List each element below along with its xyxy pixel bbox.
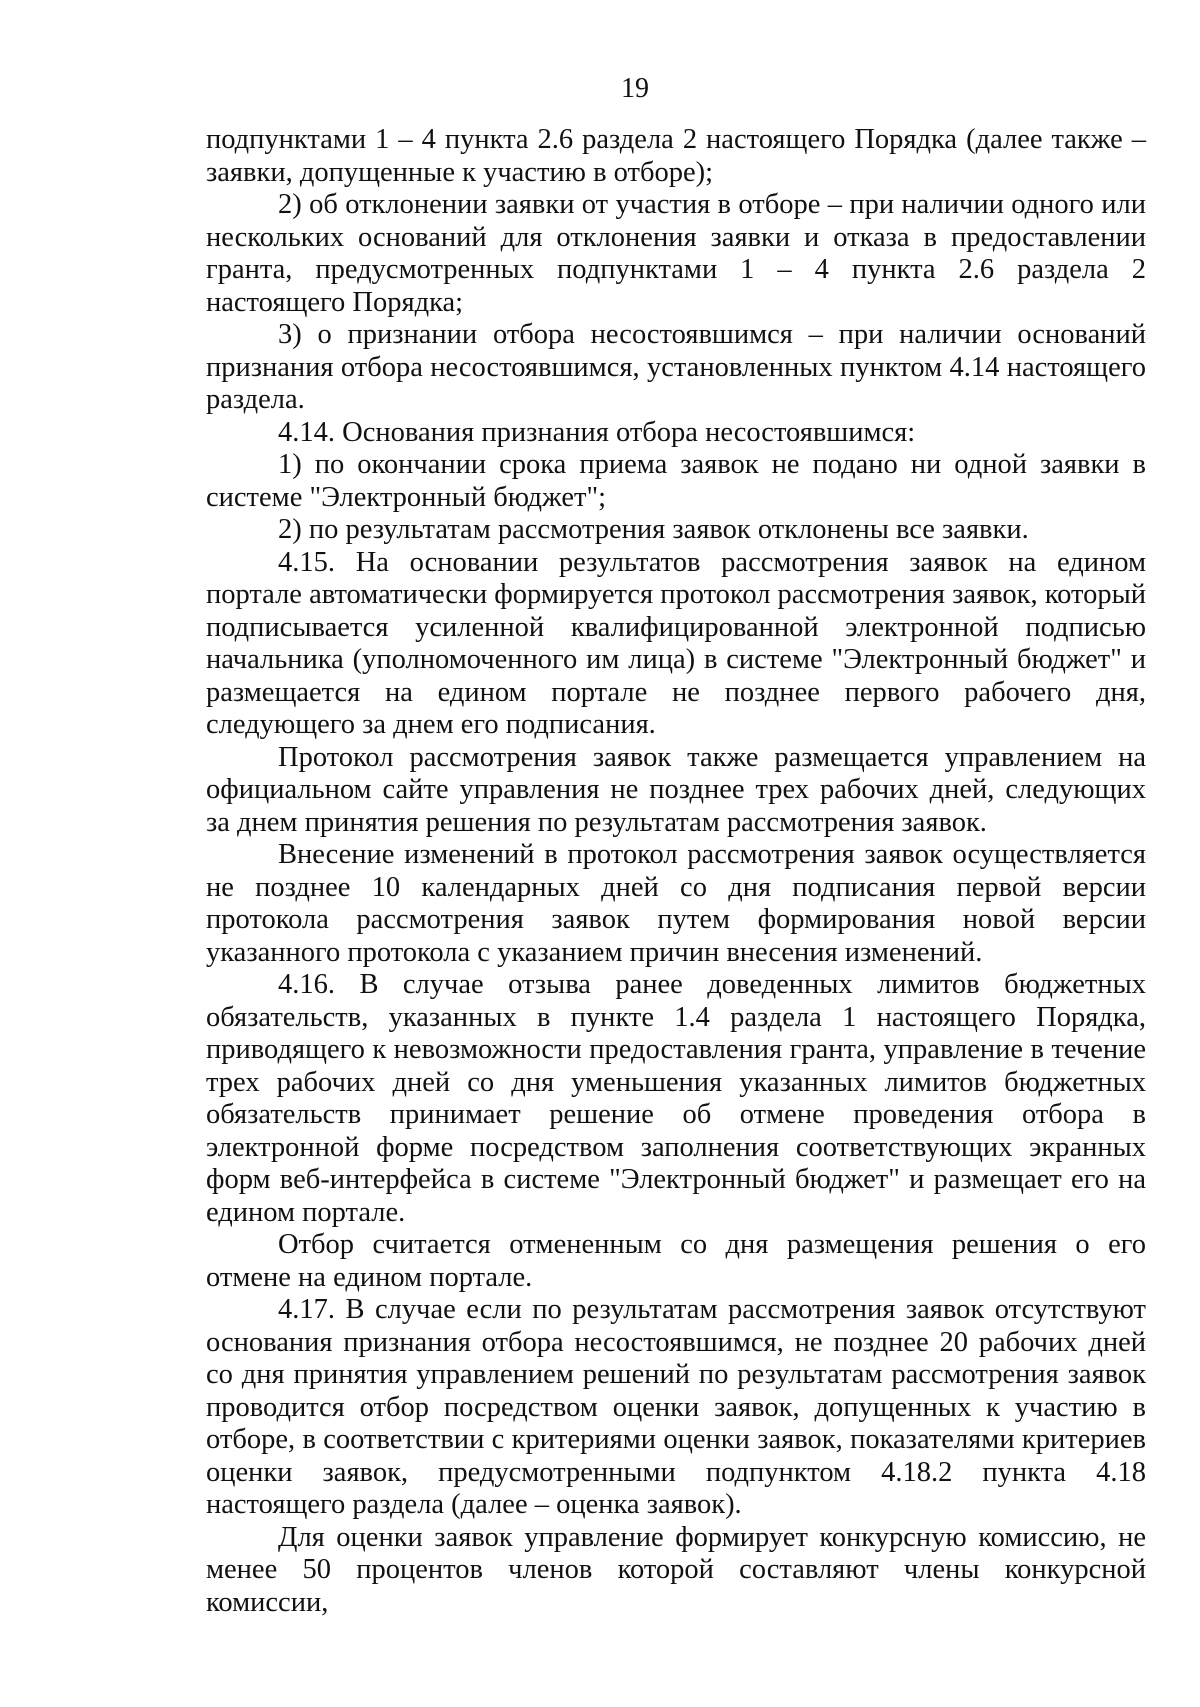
paragraph: Протокол рассмотрения заявок также размещается управлением на официальном сайте управления не позднее трех рабочих дней, следующих за днем принятия решения по результатам рассмотрения заявок. — [206, 741, 1146, 838]
paragraph: 2) по результатам рассмотрения заявок отклонены все заявки. — [278, 514, 1029, 545]
paragraph: подпунктами 1 – 4 пункта 2.6 раздела 2 настоящего Порядка (далее также – заявки, допущенные к участию в отборе); — [206, 124, 1146, 188]
paragraph: Внесение изменений в протокол рассмотрения заявок осуществляется не позднее 10 календарных дней со дня подписания первой версии протокола рассмотрения заявок путем формирования новой версии указанного протокола с указанием причин внесения изменений. — [206, 839, 1146, 968]
paragraph: Для оценки заявок управление формирует конкурсную комиссию, не менее 50 процентов членов которой составляют члены конкурсной комиссии, — [206, 1521, 1146, 1618]
document-body — [206, 124, 1146, 1619]
paragraph: 4.17. В случае если по результатам рассмотрения заявок отсутствуют основания признания отбора несостоявшимся, не позднее 20 рабочих дней со дня принятия управлением решений по результатам рассмотрения заявок проводится отбор посредством оценки заявок, допущенных к участию в отборе, в соответствии с критериями оценки заявок, показателями критериев оценки заявок, предусмотренными подпунктом 4.18.2 пункта 4.18 настоящего раздела (далее – оценка заявок). — [206, 1294, 1146, 1520]
paragraph: 3) о признании отбора несостоявшимся – при наличии оснований признания отбора несостоявшимся, установленных пунктом 4.14 настоящего раздела. — [206, 319, 1146, 415]
paragraph: 4.14. Основания признания отбора несостоявшимся: — [278, 416, 916, 448]
paragraph: 4.15. На основании результатов рассмотрения заявок на едином портале автоматически формируется протокол рассмотрения заявок, который подписывается усиленной квалифицированной электронной подписью начальника (уполномоченного им лица) в системе "Электронный бюджет" и размещается на едином портале не позднее первого рабочего дня, следующего за днем его подписания. — [206, 546, 1146, 740]
paragraph: 1) по окончании срока приема заявок не подано ни одной заявки в системе "Электронный бюджет"; — [206, 449, 1146, 513]
paragraph: Отбор считается отмененным со дня размещения решения о его отмене на едином портале. — [206, 1229, 1146, 1293]
paragraph: 4.16. В случае отзыва ранее доведенных лимитов бюджетных обязательств, указанных в пункте 1.4 раздела 1 настоящего Порядка, приводящего к невозможности предоставления гранта, управление в течение трех рабочих дней со дня уменьшения указанных лимитов бюджетных обязательств принимает решение об отмене проведения отбора в электронной форме посредством заполнения соответствующих экранных форм веб-интерфейса в системе "Электронный бюджет" и размещает его на едином портале. — [206, 969, 1146, 1228]
paragraph: 2) об отклонении заявки от участия в отборе – при наличии одного или нескольких оснований для отклонения заявки и отказа в предоставлении гранта, предусмотренных подпунктами 1 – 4 пункта 2.6 раздела 2 настоящего Порядка; — [206, 189, 1146, 318]
page-number: 19 — [621, 73, 649, 104]
